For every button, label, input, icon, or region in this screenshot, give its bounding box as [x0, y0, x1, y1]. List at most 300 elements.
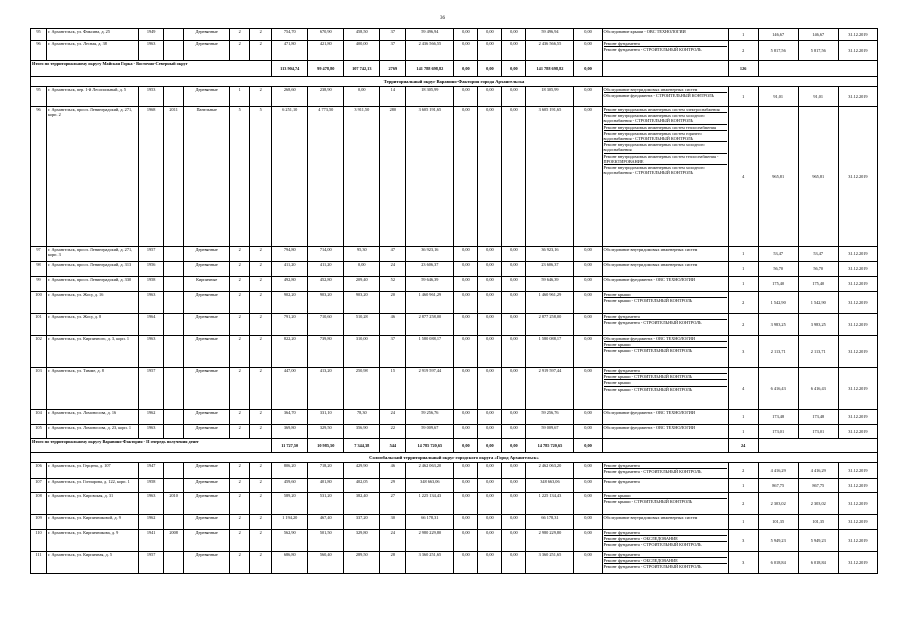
table-row — [31, 410, 878, 425]
entrances-cell: 2 — [250, 410, 272, 425]
row-number: 110 — [31, 530, 47, 552]
unit-cost-cell: 173,01 — [758, 425, 798, 439]
works-cell — [602, 410, 728, 425]
cost-total-cell: 1 580 088,17 — [406, 336, 454, 368]
work-item: Ремонт фундамента — [604, 368, 727, 374]
fund-other-cell: 0,00 — [574, 336, 602, 368]
unit-cost-cell: 146,67 — [758, 29, 798, 41]
floors-cell: 2 — [230, 29, 250, 41]
unit-cost-cell: 91,01 — [758, 87, 798, 107]
total-f3: 0,00 — [502, 439, 526, 453]
capital-repair-table — [30, 28, 878, 574]
max-unit-cost-cell: 3 983,25 — [798, 314, 838, 336]
fund-cell-2: 0,00 — [478, 29, 502, 41]
residents-cell: 24 — [380, 262, 406, 277]
unit-cost-cell: 2 113,71 — [758, 336, 798, 368]
max-unit-cost-cell: 6 416,43 — [798, 368, 838, 410]
living-area-cell: 401,80 — [308, 479, 344, 493]
entrances-cell: 2 — [250, 292, 272, 314]
living-area-cell: 718,20 — [308, 463, 344, 479]
row-number: 107 — [31, 479, 47, 493]
fund-cell-2: 0,00 — [478, 277, 502, 292]
total-f5: 0,00 — [574, 61, 602, 77]
work-count-cell: 2 — [728, 41, 758, 61]
fund-cell-2: 0,00 — [478, 41, 502, 61]
cost-total-cell: 2 980 229,80 — [406, 530, 454, 552]
total-area-cell: 806,20 — [272, 463, 308, 479]
total-res: 2769 — [380, 61, 406, 77]
work-count-cell: 2 — [728, 493, 758, 515]
work-item: Обследование фундамента - ОВС ТЕХНОЛОГИИ — [603, 425, 696, 430]
owned-area-cell: 310,00 — [344, 336, 380, 368]
fund-cell-2: 0,00 — [478, 368, 502, 410]
unit-cost-cell: 53,47 — [758, 247, 798, 262]
total-area-cell: 471,80 — [272, 41, 308, 61]
floors-cell: 2 — [230, 262, 250, 277]
residents-cell: 37 — [380, 41, 406, 61]
total-res: 544 — [380, 439, 406, 453]
wall-material-cell: Деревянные — [184, 425, 230, 439]
repair-year-cell: 2008 — [164, 530, 184, 552]
build-year-cell: 1968 — [139, 107, 164, 247]
work-count-cell: 1 — [728, 247, 758, 262]
owned-area-cell: 0,00 — [344, 87, 380, 107]
work-count-cell: 3 — [728, 552, 758, 574]
fund-cell-2: 0,00 — [478, 479, 502, 493]
address-cell: г. Архангельск, ул. Кирпичниковой, д. 9 — [47, 515, 139, 530]
fund-cell-1: 0,00 — [454, 314, 478, 336]
fund-owners-cell: 3 360 251,65 — [526, 552, 574, 574]
fund-cell-3: 0,00 — [502, 262, 526, 277]
total-area-cell: 459,60 — [272, 479, 308, 493]
fund-cell-3: 0,00 — [502, 552, 526, 574]
fund-owners-cell: 59 646,39 — [526, 277, 574, 292]
work-item: Обследование крыши - ОВС ТЕХНОЛОГИИ — [603, 29, 686, 34]
work-item: Ремонт фундамента — [604, 463, 727, 469]
fund-other-cell: 0,00 — [574, 368, 602, 410]
address-cell: г. Архангельск, просп. Ленинградский, д. 313 — [47, 262, 139, 277]
build-year-cell: 1956 — [139, 262, 164, 277]
max-unit-cost-cell: 53,47 — [798, 247, 838, 262]
table-row — [31, 479, 878, 493]
fund-owners-cell: 59 496,94 — [526, 29, 574, 41]
completion-date-cell: 31.12.2019 — [838, 41, 877, 61]
work-item: Ремонт фундамента - ОБСЛЕДОВАНИЕ — [604, 536, 727, 542]
work-item: Ремонт крыши — [604, 342, 727, 348]
residents-cell: 24 — [380, 410, 406, 425]
owned-area-cell: 510,28 — [344, 314, 380, 336]
owned-area-cell: 78,30 — [344, 410, 380, 425]
address-cell: г. Архангельск, ул. Лесная, д. 38 — [47, 41, 139, 61]
repair-year-cell — [164, 292, 184, 314]
max-unit-cost-cell: 173,01 — [798, 425, 838, 439]
repair-year-cell: 2011 — [164, 107, 184, 247]
address-cell: г. Архангельск, ул. Фиксина, д. 25 — [47, 29, 139, 41]
fund-other-cell: 0,00 — [574, 479, 602, 493]
work-item: Обследование внутридомовых инженерных систем — [603, 262, 698, 267]
floors-cell: 2 — [230, 410, 250, 425]
build-year-cell: 1958 — [139, 277, 164, 292]
build-year-cell: 1963 — [139, 41, 164, 61]
entrances-cell: 2 — [250, 336, 272, 368]
floors-cell: 2 — [230, 247, 250, 262]
fund-cell-2: 0,00 — [478, 410, 502, 425]
max-unit-cost-cell: 965,81 — [798, 107, 838, 247]
fund-other-cell: 0,00 — [574, 41, 602, 61]
wall-material-cell: Деревянные — [184, 247, 230, 262]
address-cell: г. Архангельск, ул. Кирпичного, д. 3, корп. 1 — [47, 336, 139, 368]
work-item: Обследование внутридомовых инженерных систем — [603, 247, 698, 252]
floors-cell: 2 — [230, 463, 250, 479]
residents-cell: 15 — [380, 368, 406, 410]
build-year-cell: 1963 — [139, 336, 164, 368]
repair-year-cell — [164, 515, 184, 530]
cost-total-cell: 3 360 251,65 — [406, 552, 454, 574]
total-label: Итого по территориальному округу Варавино-Фактория - II очередь получения денег — [31, 439, 272, 453]
living-area-cell: 331,10 — [308, 410, 344, 425]
wall-material-cell: Деревянные — [184, 336, 230, 368]
work-count-cell: 2 — [728, 292, 758, 314]
total-works — [602, 61, 728, 77]
max-unit-cost-cell: 91,01 — [798, 87, 838, 107]
work-count-cell: 4 — [728, 107, 758, 247]
repair-year-cell — [164, 277, 184, 292]
entrances-cell: 2 — [250, 368, 272, 410]
living-area-cell: 467,40 — [308, 515, 344, 530]
work-count-cell: 1 — [728, 277, 758, 292]
cost-total-cell: 2 919 597,44 — [406, 368, 454, 410]
work-item: Ремонт внутридомовых инженерных систем горячего водоснабжения - СТРОИТЕЛЬНЫЙ КОНТРОЛЬ — [604, 131, 727, 142]
entrances-cell: 5 — [250, 107, 272, 247]
wall-material-cell: Деревянные — [184, 410, 230, 425]
work-count-cell: 1 — [728, 425, 758, 439]
living-area-cell: 329,50 — [308, 425, 344, 439]
build-year-cell: 1963 — [139, 493, 164, 515]
works-cell — [602, 493, 728, 515]
table-row — [31, 530, 878, 552]
row-number: 98 — [31, 262, 47, 277]
wall-material-cell: Деревянные — [184, 41, 230, 61]
work-item: Ремонт внутридомовых инженерных систем теплоснабжения — [604, 125, 727, 131]
entrances-cell: 2 — [250, 425, 272, 439]
repair-year-cell — [164, 247, 184, 262]
cost-total-cell: 348 663,06 — [406, 479, 454, 493]
cost-total-cell: 59 646,39 — [406, 277, 454, 292]
completion-date-cell: 31.12.2019 — [838, 368, 877, 410]
address-cell: г. Архангельск, ул. Кировская, д. 31 — [47, 493, 139, 515]
work-item: Ремонт крыши - СТРОИТЕЛЬНЫЙ КОНТРОЛЬ — [603, 386, 693, 392]
fund-cell-1: 0,00 — [454, 463, 478, 479]
total-blank — [758, 439, 877, 453]
total-a2: 99 478,80 — [308, 61, 344, 77]
total-a1: 113 904,74 — [272, 61, 308, 77]
build-year-cell: 1962 — [139, 515, 164, 530]
fund-other-cell: 0,00 — [574, 292, 602, 314]
total-area-cell: 492,80 — [272, 277, 308, 292]
fund-other-cell: 0,00 — [574, 29, 602, 41]
fund-other-cell: 0,00 — [574, 314, 602, 336]
build-year-cell: 1957 — [139, 368, 164, 410]
unit-cost-cell: 4 416,29 — [758, 463, 798, 479]
fund-cell-2: 0,00 — [478, 87, 502, 107]
fund-cell-2: 0,00 — [478, 314, 502, 336]
repair-year-cell — [164, 87, 184, 107]
entrances-cell: 2 — [250, 515, 272, 530]
fund-cell-2: 0,00 — [478, 463, 502, 479]
unit-cost-cell: 56,70 — [758, 262, 798, 277]
row-number: 102 — [31, 336, 47, 368]
total-f1: 0,00 — [454, 439, 478, 453]
work-item: Ремонт фундамента — [604, 552, 727, 558]
fund-cell-1: 0,00 — [454, 515, 478, 530]
residents-cell: 28 — [380, 552, 406, 574]
work-count-cell: 1 — [728, 515, 758, 530]
row-number: 101 — [31, 314, 47, 336]
total-work-count: 24 — [728, 439, 758, 453]
works-cell — [602, 277, 728, 292]
works-cell — [602, 292, 728, 314]
fund-cell-2: 0,00 — [478, 247, 502, 262]
cost-total-cell: 1 225 134,43 — [406, 493, 454, 515]
total-f2: 0,00 — [478, 61, 502, 77]
repair-year-cell — [164, 368, 184, 410]
works-cell — [602, 29, 728, 41]
total-work-count: 126 — [728, 61, 758, 77]
max-unit-cost-cell: 101,35 — [798, 515, 838, 530]
table-row — [31, 314, 878, 336]
fund-owners-cell: 59 009,67 — [526, 425, 574, 439]
completion-date-cell: 31.12.2019 — [838, 247, 877, 262]
work-item: Ремонт внутридомовых инженерных систем холодного водоснабжения - СТРОИТЕЛЬНЫЙ КОНТРОЛЬ — [604, 113, 727, 124]
work-item: Ремонт фундамента — [604, 530, 727, 536]
fund-cell-1: 0,00 — [454, 479, 478, 493]
fund-cell-2: 0,00 — [478, 552, 502, 574]
total-f2: 0,00 — [478, 439, 502, 453]
wall-material-cell: Панельные — [184, 107, 230, 247]
address-cell: г. Архангельск, просп. Ленинградский, д. 271, корп. 2 — [47, 107, 139, 247]
owned-area-cell: 250,98 — [344, 368, 380, 410]
max-unit-cost-cell: 867,75 — [798, 479, 838, 493]
work-item: Ремонт крыши — [604, 493, 727, 499]
max-unit-cost-cell: 6 018,84 — [798, 552, 838, 574]
fund-cell-3: 0,00 — [502, 530, 526, 552]
unit-cost-cell: 2 303,02 — [758, 493, 798, 515]
repair-year-cell — [164, 410, 184, 425]
completion-date-cell: 31.12.2019 — [838, 463, 877, 479]
address-cell: г. Архангельск, ул. Жосу, д. 8 — [47, 314, 139, 336]
table-row — [31, 87, 878, 107]
build-year-cell: 1949 — [139, 29, 164, 41]
work-item: Ремонт фундамента - СТРОИТЕЛЬНЫЙ КОНТРОЛЬ — [603, 469, 702, 475]
works-cell — [602, 479, 728, 493]
max-unit-cost-cell: 5 817,56 — [798, 41, 838, 61]
fund-cell-1: 0,00 — [454, 262, 478, 277]
section-title: Территориальный округ Варавино-Фактория города Архангельска — [31, 77, 878, 87]
entrances-cell: 2 — [250, 463, 272, 479]
floors-cell: 2 — [230, 425, 250, 439]
residents-cell: 37 — [380, 336, 406, 368]
address-cell: г. Архангельск, просп. Ленинградский, д. 330 — [47, 277, 139, 292]
table-row — [31, 515, 878, 530]
completion-date-cell: 31.12.2019 — [838, 530, 877, 552]
fund-owners-cell: 1 580 088,17 — [526, 336, 574, 368]
residents-cell: 22 — [380, 425, 406, 439]
table-row — [31, 425, 878, 439]
owned-area-cell: 400,00 — [344, 41, 380, 61]
max-unit-cost-cell: 173,48 — [798, 410, 838, 425]
work-count-cell: 1 — [728, 479, 758, 493]
work-item: Ремонт фундамента — [604, 41, 727, 47]
owned-area-cell: 356,90 — [344, 425, 380, 439]
total-f3: 0,00 — [502, 61, 526, 77]
fund-cell-1: 0,00 — [454, 29, 478, 41]
work-count-cell: 1 — [728, 29, 758, 41]
work-item: Ремонт крыши - СТРОИТЕЛЬНЫЙ КОНТРОЛЬ — [603, 348, 693, 354]
entrances-cell: 2 — [250, 277, 272, 292]
living-area-cell: 714,00 — [308, 247, 344, 262]
address-cell: г. Архангельск, ул. Ломоносова, д. 16 — [47, 410, 139, 425]
wall-material-cell: Деревянные — [184, 262, 230, 277]
fund-cell-3: 0,00 — [502, 410, 526, 425]
fund-other-cell: 0,00 — [574, 277, 602, 292]
work-item: Ремонт крыши - СТРОИТЕЛЬНЫЙ КОНТРОЛЬ — [604, 374, 727, 380]
residents-cell: 20 — [380, 292, 406, 314]
owned-area-cell: 0,00 — [344, 262, 380, 277]
total-area-cell: 268,60 — [272, 87, 308, 107]
max-unit-cost-cell: 5 949,23 — [798, 530, 838, 552]
living-area-cell: 4 773,50 — [308, 107, 344, 247]
work-item: Ремонт крыши - СТРОИТЕЛЬНЫЙ КОНТРОЛЬ — [603, 298, 693, 304]
cost-total-cell: 59 496,94 — [406, 29, 454, 41]
completion-date-cell: 31.12.2019 — [838, 493, 877, 515]
residents-cell: 14 — [380, 87, 406, 107]
cost-total-cell: 23 606,37 — [406, 262, 454, 277]
work-item: Ремонт фундамента - СТРОИТЕЛЬНЫЙ КОНТРОЛЬ — [603, 564, 702, 570]
fund-cell-1: 0,00 — [454, 277, 478, 292]
entrances-cell: 2 — [250, 262, 272, 277]
max-unit-cost-cell: 146,67 — [798, 29, 838, 41]
row-number: 106 — [31, 463, 47, 479]
unit-cost-cell: 175,40 — [758, 277, 798, 292]
fund-cell-3: 0,00 — [502, 247, 526, 262]
work-item: Обследование фундамента - СТРОИТЕЛЬНЫЙ КОНТРОЛЬ — [603, 93, 715, 99]
work-item: Обследование внутридомовых инженерных систем — [603, 515, 698, 520]
max-unit-cost-cell: 175,40 — [798, 277, 838, 292]
work-item: Ремонт внутридомовых инженерных систем электроснабжения — [604, 107, 727, 113]
unit-cost-cell: 6 416,43 — [758, 368, 798, 410]
living-area-cell: 739,80 — [308, 336, 344, 368]
fund-other-cell: 0,00 — [574, 247, 602, 262]
table-row — [31, 107, 878, 247]
section-header-row — [31, 453, 878, 463]
total-area-cell: 562,90 — [272, 530, 308, 552]
fund-owners-cell: 2 462 063,20 — [526, 463, 574, 479]
address-cell: г. Архангельск, пер. 1-й Лесопильный, д. 5 — [47, 87, 139, 107]
fund-cell-1: 0,00 — [454, 336, 478, 368]
repair-year-cell — [164, 479, 184, 493]
floors-cell: 2 — [230, 336, 250, 368]
fund-other-cell: 0,00 — [574, 463, 602, 479]
table-row — [31, 368, 878, 410]
residents-cell: 24 — [380, 530, 406, 552]
fund-cell-1: 0,00 — [454, 552, 478, 574]
floors-cell: 2 — [230, 277, 250, 292]
entrances-cell: 2 — [250, 41, 272, 61]
completion-date-cell: 31.12.2019 — [838, 552, 877, 574]
fund-cell-1: 0,00 — [454, 247, 478, 262]
works-cell — [602, 463, 728, 479]
residents-cell: 52 — [380, 277, 406, 292]
unit-cost-cell: 965,81 — [758, 107, 798, 247]
living-area-cell: 710,60 — [308, 314, 344, 336]
fund-cell-1: 0,00 — [454, 530, 478, 552]
table-row — [31, 247, 878, 262]
work-item: Ремонт фундамента - СТРОИТЕЛЬНЫЙ КОНТРОЛЬ — [603, 542, 702, 548]
entrances-cell: 2 — [250, 29, 272, 41]
total-area-cell: 822,20 — [272, 336, 308, 368]
works-cell — [602, 41, 728, 61]
fund-cell-3: 0,00 — [502, 463, 526, 479]
fund-owners-cell: 23 606,37 — [526, 262, 574, 277]
total-area-cell: 364,70 — [272, 410, 308, 425]
row-number: 111 — [31, 552, 47, 574]
fund-cell-1: 0,00 — [454, 493, 478, 515]
row-number: 95 — [31, 29, 47, 41]
address-cell: г. Архангельск, ул. Герцена, д. 107 — [47, 463, 139, 479]
unit-cost-cell: 1 542,90 — [758, 292, 798, 314]
residents-cell: 30 — [380, 515, 406, 530]
work-item: Ремонт внутридомовых инженерных систем холодного водоснабжения — [604, 142, 727, 153]
fund-cell-1: 0,00 — [454, 292, 478, 314]
living-area-cell: 531,20 — [308, 493, 344, 515]
total-area-cell: 794,80 — [272, 247, 308, 262]
row-number: 105 — [31, 425, 47, 439]
wall-material-cell: Деревянные — [184, 530, 230, 552]
work-count-cell: 2 — [728, 314, 758, 336]
owned-area-cell: 3 911,50 — [344, 107, 380, 247]
floors-cell: 5 — [230, 107, 250, 247]
work-item: Ремонт внутридомовых инженерных систем теплоснабжения - ПРОЕКТИРОВАНИЕ — [604, 154, 727, 165]
owned-area-cell: 95,30 — [344, 247, 380, 262]
total-a2: 10 985,50 — [308, 439, 344, 453]
work-count-cell: 4 — [728, 368, 758, 410]
row-number: 109 — [31, 515, 47, 530]
works-cell — [602, 552, 728, 574]
floors-cell: 2 — [230, 530, 250, 552]
cost-total-cell: 2 877 258,00 — [406, 314, 454, 336]
completion-date-cell: 31.12.2019 — [838, 277, 877, 292]
entrances-cell: 2 — [250, 87, 272, 107]
address-cell: г. Архангельск, просп. Ленинградский, д. 271, корп. 3 — [47, 247, 139, 262]
fund-cell-3: 0,00 — [502, 87, 526, 107]
fund-cell-2: 0,00 — [478, 530, 502, 552]
fund-other-cell: 0,00 — [574, 87, 602, 107]
max-unit-cost-cell: 1 542,90 — [798, 292, 838, 314]
fund-cell-2: 0,00 — [478, 493, 502, 515]
repair-year-cell: 2010 — [164, 493, 184, 515]
fund-cell-1: 0,00 — [454, 425, 478, 439]
wall-material-cell: Деревянные — [184, 292, 230, 314]
completion-date-cell: 31.12.2019 — [838, 262, 877, 277]
build-year-cell: 1947 — [139, 463, 164, 479]
total-area-cell: 411,20 — [272, 262, 308, 277]
build-year-cell: 1963 — [139, 292, 164, 314]
total-label: Итого по территориальному округу Майская Горка - Восточно-Северный округ — [31, 61, 272, 77]
fund-other-cell: 0,00 — [574, 493, 602, 515]
build-year-cell: 1957 — [139, 552, 164, 574]
completion-date-cell: 31.12.2019 — [838, 425, 877, 439]
unit-cost-cell: 3 983,25 — [758, 314, 798, 336]
